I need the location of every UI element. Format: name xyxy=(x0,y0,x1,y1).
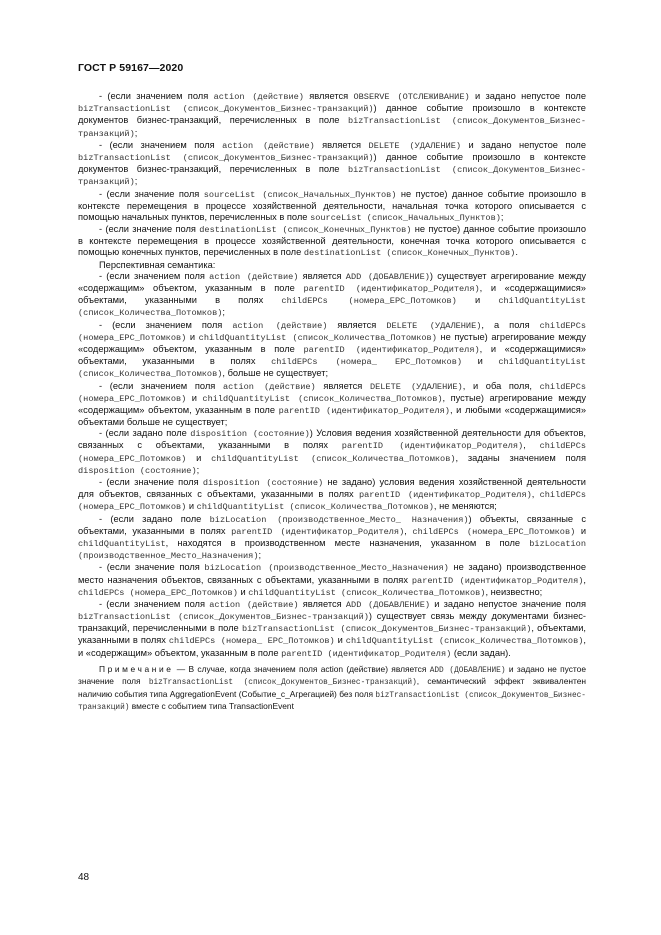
paragraph xyxy=(78,514,586,563)
paragraph xyxy=(78,428,586,477)
field-reference: action (действие) xyxy=(222,381,316,392)
body-text: и xyxy=(186,501,197,512)
body-text: ; xyxy=(500,211,504,222)
paragraph xyxy=(78,599,586,660)
body-text: , и любыми «содержащимися» объектами больше не существует; xyxy=(78,404,586,428)
body-text: - (если задано поле xyxy=(99,513,210,524)
body-text: не задано) условия ведения хозяйственной деятельности для объектов, связанных с объектами, указанными в полях xyxy=(78,477,587,500)
field-reference: action (действие) xyxy=(209,599,299,610)
paragraph xyxy=(78,189,586,225)
field-reference: action (действие) xyxy=(213,92,304,102)
field-reference: parentID (идентификатор_Родителя) xyxy=(303,284,480,294)
body-text: , и «содержащимися» объектами, указанными в полях xyxy=(78,283,586,306)
body-text: , xyxy=(583,574,586,585)
body-text: и задано непустое поле xyxy=(461,139,587,150)
field-reference: destinationList (список_Конечных_Пунктов) xyxy=(303,248,516,259)
field-reference: ADD (ДОБАВЛЕНИЕ) xyxy=(345,599,431,610)
field-reference: bizTransactionList (список_Документов_Бизнес-транзакций) xyxy=(78,612,369,623)
body-text: - (если значением поля xyxy=(99,319,233,330)
field-reference: OBSERVE (ОТСЛЕЖИВАНИЕ) xyxy=(353,92,470,102)
body-text: , xyxy=(404,525,413,536)
body-text: , находятся в производственном месте назначения, указанном в поле xyxy=(165,537,530,548)
field-reference: parentID (идентификатор_Родителя) xyxy=(303,344,480,355)
body-text: - (если значение поля xyxy=(99,224,200,235)
body-text: ; xyxy=(134,127,138,138)
body-text: ; xyxy=(134,176,138,187)
field-reference: destinationList (список_Конечных_Пунктов) xyxy=(199,225,412,236)
body-text: ) существует агрегирование между «содержащим» объектом, указанным в поле xyxy=(78,270,587,293)
body-text: не пустые) агрегирование между «содержащим» объектом, указанным в поле xyxy=(78,331,586,354)
body-text: - (если значение поля xyxy=(99,477,203,487)
paragraph xyxy=(78,562,586,599)
field-reference: childEPCs (номера_ EPC_Потомков) xyxy=(271,357,463,368)
note-label: Примечание xyxy=(99,663,174,674)
body-text: - (если значением поля xyxy=(99,598,210,609)
body-text: , xyxy=(531,489,540,500)
body-text: не пустое) данное событие произошло в контексте перемещения в процессе хозяйственной деятельности, начальная точка которого описывается с помощью начальных пунктов, перечисленных в поле xyxy=(78,188,587,222)
field-reference: childEPCs (номера_EPC_Потомков) xyxy=(78,381,587,404)
field-reference: parentID (идентификатор_Родителя) xyxy=(281,648,452,659)
field-reference: action (действие) xyxy=(209,271,299,282)
body-text: является xyxy=(315,380,370,391)
field-reference: bizLocation (производственное_Место_Назначения) xyxy=(204,563,449,574)
field-reference: bizTransactionList (список_Документов_Бизнес-транзакций) xyxy=(241,624,532,635)
field-reference: bizTransactionList (список_Документов_Бизнес-транзакций) xyxy=(78,116,586,139)
body-text: и xyxy=(575,525,587,536)
field-reference: childQuantityList (список_Количества_Потомков) xyxy=(78,296,586,319)
body-text: является xyxy=(327,319,387,330)
body-text: не пустое) данное событие произошло в контексте перемещения в процессе хозяйственной деятельности, конечная точка которого описывается с помощью конечных пунктов, перечисленных в поле xyxy=(78,224,586,258)
body-text: , неизвестно; xyxy=(485,586,543,597)
body-text: , больше не существует; xyxy=(222,368,329,379)
field-reference: DELETE (УДАЛЕНИЕ) xyxy=(369,381,463,392)
body-text: и xyxy=(186,331,199,342)
field-reference: parentID (идентификатор_Родителя) xyxy=(341,441,524,452)
body-text: - (если значением поля xyxy=(99,139,223,150)
paragraph xyxy=(78,381,586,429)
body-text: , xyxy=(523,440,540,451)
field-reference: childEPCs (номера_EPC_Потомков) xyxy=(78,587,238,598)
field-reference: childEPCs (номера_ EPC_Потомков) xyxy=(168,636,335,647)
body-text: является xyxy=(298,598,346,609)
document-body xyxy=(78,91,586,713)
field-reference: disposition (состояние) xyxy=(78,465,197,476)
body-text: , пустые) агрегирование между «содержащим» объектом, указанным в поле xyxy=(78,392,586,415)
body-text: и xyxy=(186,392,203,403)
field-reference: ADD (ДОБАВЛЕНИЕ) xyxy=(429,666,506,675)
body-text: ) объекты, связанные с объектами, указанными в полях xyxy=(78,513,587,536)
field-reference: childQuantityList (список_Количества_Потомков) xyxy=(211,453,456,464)
body-text: является xyxy=(303,91,354,101)
body-text: и xyxy=(456,295,499,306)
field-reference: childQuantityList (список_Количества_Потомков) xyxy=(345,636,584,647)
body-text: — В случае, когда значением поля action (действие) является xyxy=(173,663,430,674)
field-reference: parentID (идентификатор_Родителя) xyxy=(411,575,584,586)
body-text: и задано не пустое значение поля xyxy=(78,663,586,687)
body-text: , объектами, указанными в полях xyxy=(78,623,586,646)
field-reference: bizTransactionList (список_Документов_Бизнес-транзакций) xyxy=(148,679,417,688)
field-reference: childEPCs (номера_EPC_Потомков) xyxy=(412,526,576,537)
body-text: , и «содержащим» объектом, указанным в поле xyxy=(78,635,586,658)
field-reference: parentID (идентификатор_Родителя) xyxy=(278,405,450,416)
body-text: и xyxy=(186,452,212,463)
paragraph xyxy=(78,224,586,260)
body-text: - (если значением поля xyxy=(99,91,214,101)
body-text: является xyxy=(314,139,369,150)
body-text: и задано непустое поле xyxy=(469,91,587,101)
body-text: и xyxy=(334,635,346,646)
field-reference: childQuantityList xyxy=(78,538,166,549)
field-reference: action (действие) xyxy=(232,320,328,331)
body-text: вместе с событием типа TransactionEvent xyxy=(129,701,294,712)
body-text: , заданы значением поля xyxy=(455,452,587,463)
body-text: ; xyxy=(196,464,200,475)
body-text: ; xyxy=(222,307,225,318)
paragraph xyxy=(78,271,586,320)
body-text: - (если значение поля xyxy=(99,188,204,199)
body-text: ) данное событие произошло в контексте документов бизнес-транзакций, перечисленных в поле xyxy=(78,151,586,175)
body-text: - (если значением поля xyxy=(99,270,210,281)
body-text: и xyxy=(237,586,249,597)
body-text: , не меняются; xyxy=(433,501,497,512)
field-reference: childQuantityList (список_Количества_Потомков) xyxy=(196,502,434,513)
field-reference: parentID (идентификатор_Родителя) xyxy=(358,490,532,501)
body-text: не задано) производственное место назначения объектов, связанных с объектами, указанными в полях xyxy=(78,562,586,585)
field-reference: bizLocation (производственное_Место_Назначения) xyxy=(78,538,586,562)
field-reference: ADD (ДОБАВЛЕНИЕ) xyxy=(345,271,430,282)
field-reference: childEPCs (номера_EPC_Потомков) xyxy=(78,490,587,513)
field-reference: bizLocation (производственное_Место_ Назначения) xyxy=(209,514,469,525)
field-reference: childEPCs (номера_EPC_Потомков) xyxy=(281,296,457,307)
body-text: - (если задано поле xyxy=(99,428,191,439)
body-text: - (если значение поля xyxy=(99,562,205,573)
field-reference: action (действие) xyxy=(222,140,315,151)
field-reference: disposition (состояние) xyxy=(202,478,324,488)
body-text: и xyxy=(462,356,499,367)
field-reference: sourceList (список_Начальных_Пунктов) xyxy=(310,212,501,223)
document-header-code: ГОСТ Р 59167—2020 xyxy=(78,62,184,74)
paragraph xyxy=(78,140,586,189)
body-text: - (если значением поля xyxy=(99,380,223,391)
field-reference: bizTransactionList (список_Документов_Бизнес-транзакций) xyxy=(78,104,374,115)
body-text: ) данное событие произошло в контексте документов бизнес-транзакций, перечисленных в поле xyxy=(78,103,586,126)
field-reference: DELETE (УДАЛЕНИЕ) xyxy=(386,320,482,331)
body-text: , и оба поля, xyxy=(462,380,540,391)
body-text: , а поля xyxy=(481,319,540,330)
note-paragraph xyxy=(78,664,586,714)
body-text: ) Условия ведения хозяйственной деятельности для объектов, связанных с объектами, указанными в полях xyxy=(78,428,587,451)
field-reference: childEPCs (номера_EPC_Потомков) xyxy=(78,441,587,464)
field-reference: bizTransactionList (список_Документов_Бизнес-транзакций) xyxy=(78,165,586,188)
body-text: и задано непустое значение поля xyxy=(430,598,587,609)
field-reference: childQuantityList (список_Количества_Потомков) xyxy=(248,587,486,598)
body-text: ; xyxy=(258,550,262,561)
field-reference: childQuantityList (список_Количества_Потомков) xyxy=(198,332,437,343)
field-reference: parentID (идентификатор_Родителя) xyxy=(231,526,405,537)
field-reference: disposition (состояние) xyxy=(190,429,310,440)
body-text: . xyxy=(515,247,518,258)
paragraph xyxy=(78,320,586,381)
body-text: является xyxy=(298,270,346,281)
page-number: 48 xyxy=(78,872,90,883)
field-reference: bizTransactionList (список_Документов_Бизнес-транзакций) xyxy=(78,152,374,163)
field-reference: sourceList (список_Начальных_Пунктов) xyxy=(203,189,397,200)
body-text: , семантический эффект эквивалентен наличию события типа AggregationEvent (Событие_с_Агрегацией) без поля xyxy=(78,676,586,699)
field-reference: bizTransactionList (список_Документов_Бизнес-транзакций) xyxy=(78,691,586,713)
paragraph xyxy=(78,91,586,140)
body-text: (если задан). xyxy=(451,647,511,658)
field-reference: childEPCs (номера_EPC_Потомков) xyxy=(78,320,587,343)
body-text: ) существует связь между документами бизнес-транзакций, перечисленными в поле xyxy=(78,611,586,634)
paragraph xyxy=(78,477,586,514)
field-reference: childQuantityList (список_Количества_Потомков) xyxy=(78,357,587,380)
body-text: Перспективная семантика: xyxy=(99,259,216,270)
field-reference: childQuantityList (список_Количества_Потомков) xyxy=(202,393,443,404)
field-reference: DELETE (УДАЛЕНИЕ) xyxy=(368,140,462,151)
paragraph xyxy=(78,260,586,271)
body-text: , и «содержащимися» объектами, указанными в полях xyxy=(78,343,586,367)
